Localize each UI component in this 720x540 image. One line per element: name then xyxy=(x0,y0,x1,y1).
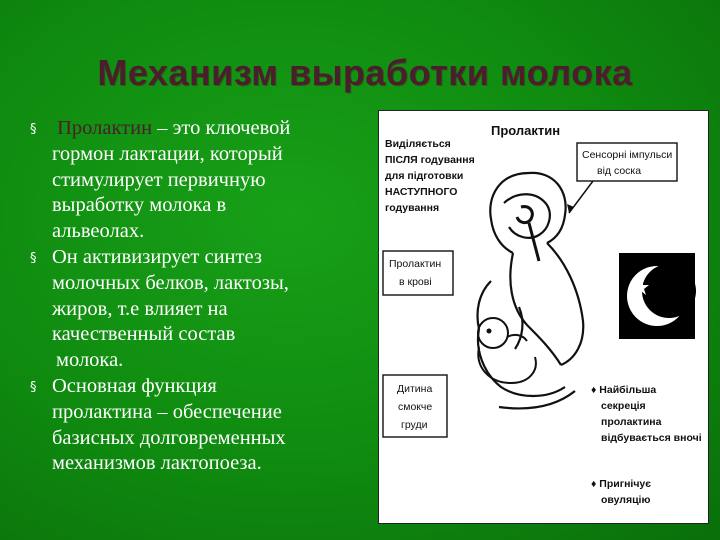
bullet-line: Он активизирует синтез xyxy=(52,245,262,268)
baby-figure-icon xyxy=(478,318,536,383)
bullet-line: гормон лактации, который xyxy=(52,142,283,165)
bullet-marker: § xyxy=(30,122,37,137)
bullet-line: механизмов лактопоеза. xyxy=(52,452,262,475)
bullet-line xyxy=(52,116,375,142)
bullet-line: пролактина – обеспечение xyxy=(52,400,282,423)
bullet-function xyxy=(30,374,375,477)
bullet-line: жиров, т.е влияет на xyxy=(52,297,228,320)
slide-title: Механизм выработки молока xyxy=(97,52,633,93)
bullet-line: выработку молока в xyxy=(52,194,227,217)
prolactin-term: Пролактин xyxy=(57,117,153,139)
baby-label: Дитина смокче груди xyxy=(397,383,433,431)
blood-label: Пролактин в крові xyxy=(389,258,442,288)
bullet-line: молочных белков, лактозы, xyxy=(52,271,289,294)
moon-shadow-icon xyxy=(642,264,696,318)
baby-eye-icon xyxy=(487,329,492,334)
bullet-line: качественный состав xyxy=(52,323,236,346)
prolactin-illustration xyxy=(378,110,709,524)
bullet-continuation: молока. xyxy=(56,349,124,372)
illustration-svg xyxy=(379,111,708,523)
hormone-path-line xyxy=(529,223,539,261)
bullet-marker: § xyxy=(30,379,37,395)
night-secretion-note: ♦ Найбільша секреція пролактина відбувається вночі xyxy=(591,384,702,444)
sensory-label: Сенсорні імпульси від соска xyxy=(582,149,673,177)
pituitary-icon xyxy=(517,207,532,223)
bullet-line: стимулирует первичную xyxy=(52,168,266,191)
bullet-line: базисных долговременных xyxy=(52,426,286,449)
bullet-synthesis xyxy=(30,245,375,348)
figure-title: Пролактин xyxy=(491,123,561,138)
bullet-prolactin xyxy=(30,116,375,245)
bullet-list xyxy=(30,116,375,477)
bullet-marker: § xyxy=(30,250,37,266)
bullet-line: Основная функция xyxy=(52,374,217,397)
bullet-text: – это ключевой xyxy=(157,117,291,139)
ovulation-note: ♦ Пригнічує овуляцію xyxy=(591,478,652,506)
release-note: Виділяється ПІСЛЯ годування для підготовки НАСТУПНОГО годування xyxy=(385,138,475,214)
bullet-line: альвеолах. xyxy=(52,220,145,243)
